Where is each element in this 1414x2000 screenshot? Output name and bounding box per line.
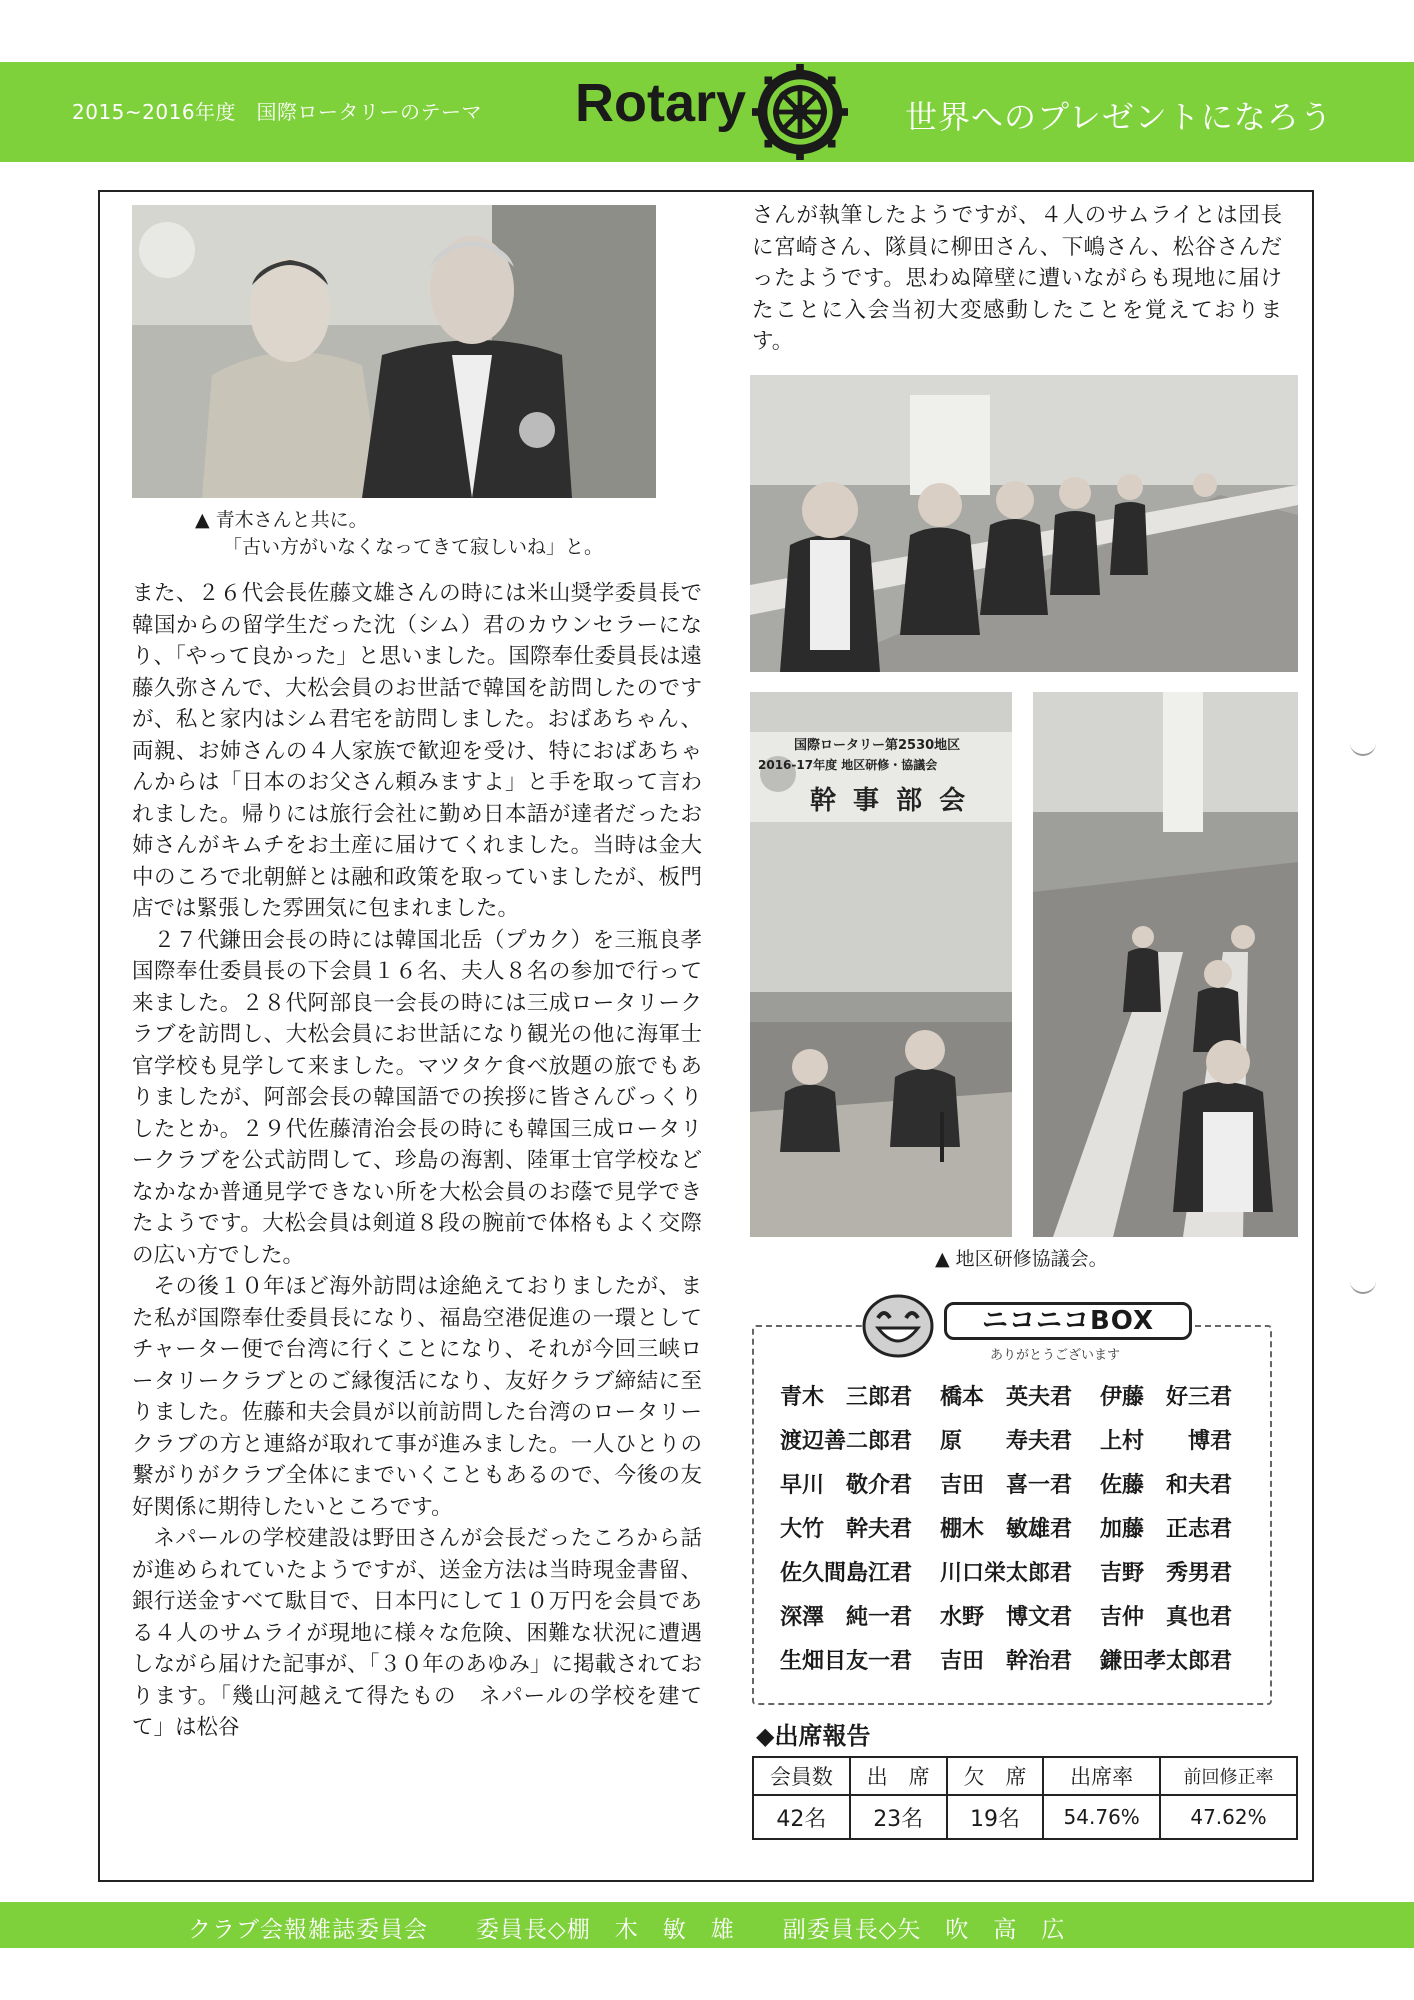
nikoniko-name: 上村 博君 — [1099, 1429, 1232, 1454]
left-column-text — [132, 578, 702, 1744]
nikoniko-name: 鎌田孝太郎君 — [1099, 1649, 1232, 1674]
attendance-corrected-rate: 47.62% — [1160, 1795, 1297, 1839]
attendance-header-row — [753, 1757, 1297, 1795]
binder-hole-mark — [1350, 1268, 1376, 1294]
attendance-members: 42名 — [753, 1795, 850, 1839]
photo1-caption-line1: ▲ 青木さんと共に。 — [195, 509, 368, 531]
attendance-header: 欠 席 — [947, 1757, 1044, 1795]
right-column-text — [752, 200, 1282, 358]
theme-year-label: 2015~2016年度 国際ロータリーのテーマ — [72, 100, 483, 124]
nikoniko-name: 吉田 喜一君 — [939, 1473, 1072, 1498]
attendance-value-row — [753, 1795, 1297, 1839]
nikoniko-row — [780, 1552, 1260, 1596]
nikoniko-row — [780, 1596, 1260, 1640]
nikoniko-name: 大竹 幹夫君 — [780, 1517, 913, 1542]
attendance-header: 出席率 — [1043, 1757, 1160, 1795]
nikoniko-name: 渡辺善二郎君 — [780, 1429, 913, 1454]
nikoniko-name: 吉仲 真也君 — [1099, 1605, 1232, 1630]
photo1-caption — [195, 507, 603, 561]
paragraph-3: その後１０年ほど海外訪問は途絶えておりましたが、また私が国際奉仕委員長になり、福島空港促進の一環としてチャーター便で台湾に行くことになり、それが今回三峡ロータリークラブとのご縁復活になり、友好クラブ締結に至りました。佐藤和夫会員が以前訪問した台湾のロータリークラブの方と連絡が取れて事が進みました。一人ひとりの繋がりがクラブ全体にまでいくこともあるので、今後の友好関係に期待したいところです。 — [132, 1274, 702, 1520]
paragraph-2: ２７代鎌田会長の時には韓国北岳（プカク）を三瓶良孝国際奉仕委員長の下会員１６名、夫人８名の参加で行って来ました。２８代阿部良一会長の時には三成ロータリークラブを訪問し、大松会員にお世話になり観光の他に海軍士官学校も見学して来ました。マツタケ食べ放題の旅でもありましたが、阿部会長の韓国語での挨拶に皆さんびっくりしたとか。２９代佐藤清治会長の時にも韓国三成ロータリークラブを公式訪問して、珍島の海割、陸軍士官学校などなかなか普通見学できない所を大松会員のお蔭で見学できたようです。大松会員は剣道８段の腕前で体格もよく交際の広い方でした。 — [132, 927, 702, 1268]
footer-band — [0, 1902, 1414, 1948]
nikoniko-row — [780, 1640, 1260, 1684]
banner-line2: 2016-17年度 地区研修・協議会 — [758, 758, 938, 772]
nikoniko-name: 棚木 敏雄君 — [939, 1517, 1072, 1542]
nikoniko-subtitle: ありがとうございます — [990, 1348, 1121, 1363]
nikoniko-list — [780, 1376, 1260, 1684]
nikoniko-name: 青木 三郎君 — [780, 1385, 913, 1410]
photo1-caption-line2: 「古い方がいなくなってきて寂しいね」と。 — [223, 536, 604, 558]
header-band — [0, 62, 1414, 162]
nikoniko-name: 佐久間島江君 — [780, 1561, 913, 1586]
photo-district-banner — [750, 692, 1012, 1237]
binder-hole-mark — [1350, 730, 1376, 756]
paragraph-4: ネパールの学校建設は野田さんが会長だったころから話が進められていたようですが、送金方法は当時現金書留、銀行送金すべて駄目で、日本円にして１０万円を会員である４人のサムライが現地に様々な危険、困難な状況に遭遇しながら届けた記事が、「３０年のあゆみ」に掲載されております。「幾山河越えて得たもの ネパールの学校を建てて」は松谷 — [132, 1526, 702, 1740]
attendance-header: 出 席 — [850, 1757, 947, 1795]
paragraph-1: また、２６代会長佐藤文雄さんの時には米山奨学委員長で韓国からの留学生だった沈（シム）君のカウンセラーになり、「やって良かった」と思いました。国際奉仕委員長は遠藤久弥さんで、大松会員のお世話で韓国を訪問したのですが、私と家内はシム君宅を訪問しました。おばあちゃん、両親、お姉さんの４人家族で歓迎を受け、特におばあちゃんからは「日本のお父さん頼みますよ」と手を取って言われました。帰りには旅行会社に勤め日本語が達者だったお姉さんがキムチをお土産に届けてくれました。当時は金大中のころで北朝鮮とは融和政策を取っていましたが、板門店では緊張した雰囲気に包まれました。 — [132, 581, 702, 921]
nikoniko-name: 橋本 英夫君 — [939, 1385, 1072, 1410]
photos-caption: ▲ 地区研修協議会。 — [935, 1248, 1108, 1270]
nikoniko-name: 伊藤 好三君 — [1099, 1385, 1232, 1410]
nikoniko-name: 佐藤 和夫君 — [1099, 1473, 1232, 1498]
nikoniko-name: 早川 敬介君 — [780, 1473, 913, 1498]
nikoniko-title: ニコニコBOX — [944, 1302, 1192, 1340]
attendance-header: 前回修正率 — [1160, 1757, 1297, 1795]
banner-line1: 国際ロータリー第2530地区 — [794, 738, 961, 753]
attendance-rate: 54.76% — [1043, 1795, 1160, 1839]
photo-meeting-tables — [750, 375, 1298, 672]
nikoniko-name: 原 寿夫君 — [939, 1429, 1072, 1454]
attendance-table — [752, 1756, 1298, 1840]
banner-line3: 幹 事 部 会 — [810, 786, 970, 816]
nikoniko-row — [780, 1376, 1260, 1420]
attendance-absent: 19名 — [947, 1795, 1044, 1839]
nikoniko-name: 水野 博文君 — [939, 1605, 1072, 1630]
footer-committee: クラブ会報雑誌委員会 委員長◇棚 木 敏 雄 副委員長◇矢 吹 高 広 — [188, 1917, 1066, 1943]
attendance-title: ◆出席報告 — [756, 1722, 871, 1750]
paragraph-5: さんが執筆したようですが、４人のサムライとは団長に宮崎さん、隊員に柳田さん、下嶋さん、松谷さんだったようです。思わぬ障壁に遭いながらも現地に届けたことに入会当初大変感動したことを覚えております。 — [752, 203, 1282, 354]
nikoniko-row — [780, 1508, 1260, 1552]
photo-two-men — [132, 205, 656, 498]
attendance-present: 23名 — [850, 1795, 947, 1839]
nikoniko-name: 深澤 純一君 — [780, 1605, 913, 1630]
nikoniko-name: 加藤 正志君 — [1099, 1517, 1232, 1542]
theme-slogan: 世界へのプレゼントになろう — [905, 98, 1333, 136]
nikoniko-name: 生畑目友一君 — [780, 1649, 913, 1674]
nikoniko-name: 吉野 秀男君 — [1099, 1561, 1232, 1586]
nikoniko-row — [780, 1420, 1260, 1464]
smiley-face-icon — [862, 1294, 934, 1358]
nikoniko-name: 川口栄太郎君 — [939, 1561, 1072, 1586]
photo-long-tables — [1033, 692, 1298, 1237]
nikoniko-name: 吉田 幹治君 — [939, 1649, 1072, 1674]
attendance-header: 会員数 — [753, 1757, 850, 1795]
rotary-wheel-icon — [752, 64, 848, 160]
nikoniko-row — [780, 1464, 1260, 1508]
rotary-logo-text: Rotary — [575, 73, 747, 133]
